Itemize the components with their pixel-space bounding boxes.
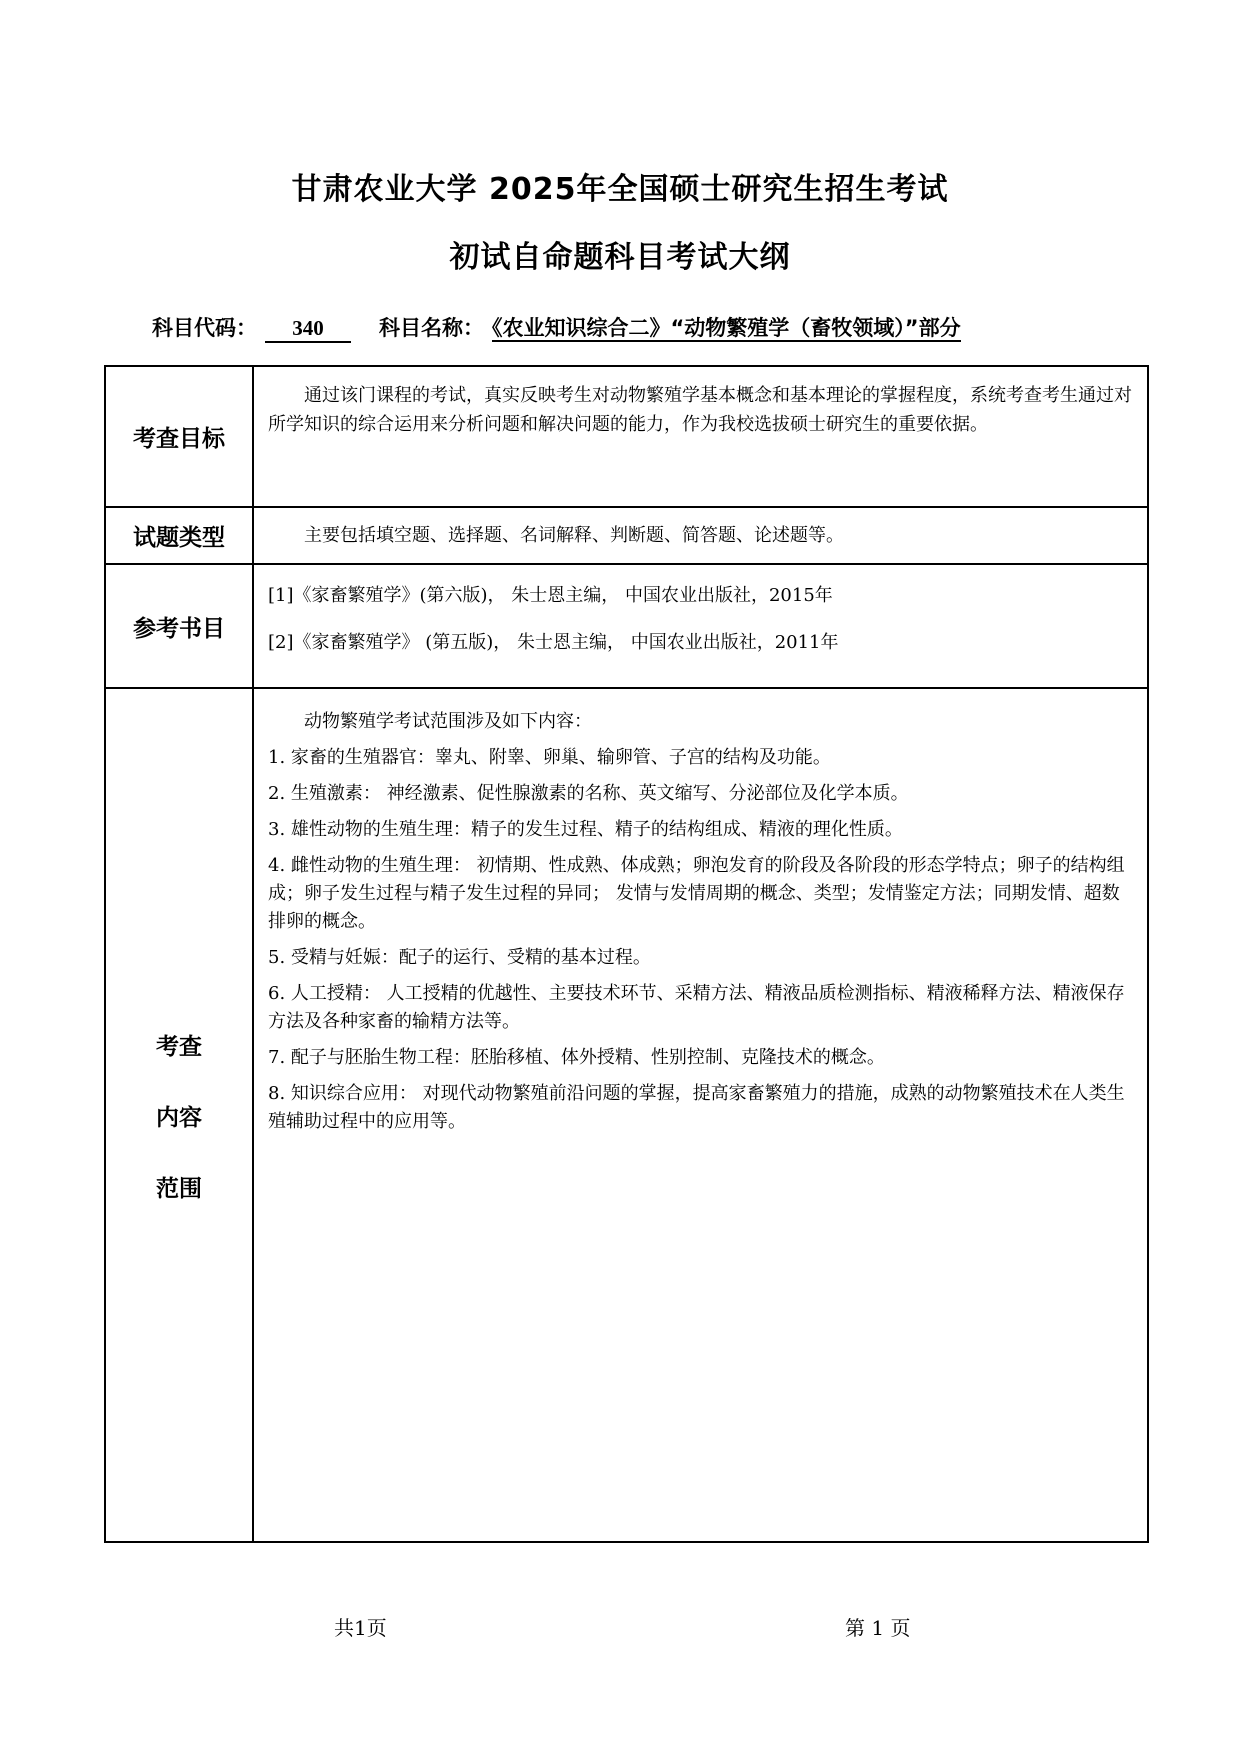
reference-item-1: [1]《家畜繁殖学》(第六版)， 朱士恩主编， 中国农业出版社，2015年 bbox=[268, 585, 833, 606]
scope-item-2: 2. 生殖激素： 神经激素、促性腺激素的名称、英文缩写、分泌部位及化学本质。 bbox=[268, 783, 909, 804]
subject-name-value: 《农业知识综合二》“动物繁殖学（畜牧领域）”部分 bbox=[492, 316, 961, 340]
scope-intro: 动物繁殖学考试范围涉及如下内容： bbox=[304, 711, 592, 732]
document-title-line1: 甘肃农业大学 2025年全国硕士研究生招生考试 bbox=[291, 172, 949, 207]
scope-item-3: 3. 雄性动物的生殖生理：精子的发生过程、精子的结构组成、精液的理化性质。 bbox=[268, 819, 903, 840]
label-references: 参考书目 bbox=[105, 564, 253, 688]
scope-item-5: 5. 受精与妊娠：配子的运行、受精的基本过程。 bbox=[268, 947, 651, 968]
content-objective bbox=[253, 366, 1148, 507]
label-objective: 考查目标 bbox=[105, 366, 253, 507]
label-question-types: 试题类型 bbox=[105, 507, 253, 564]
row-objective bbox=[105, 366, 1148, 507]
scope-item-8: 8. 知识综合应用： 对现代动物繁殖前沿问题的掌握，提高家畜繁殖力的措施，成熟的动物繁殖技术在人类生殖辅助过程中的应用等。 bbox=[268, 1083, 1125, 1132]
document-title-line2: 初试自命题科目考试大纲 bbox=[449, 240, 791, 275]
content-scope bbox=[253, 688, 1148, 1542]
row-scope bbox=[105, 688, 1148, 1542]
label-scope-part-3: 范围 bbox=[156, 1175, 202, 1202]
content-question-types bbox=[253, 507, 1148, 564]
scope-item-4: 4. 雌性动物的生殖生理： 初情期、性成熟、体成熟；卵泡发育的阶段及各阶段的形态学特点；卵子的结构组成；卵子发生过程与精子发生过程的异同； 发情与发情周期的概念、类型；发情鉴定方法；同期发情、超数排卵的概念。 bbox=[268, 855, 1125, 932]
scope-item-7: 7. 配子与胚胎生物工程：胚胎移植、体外授精、性别控制、克隆技术的概念。 bbox=[268, 1047, 885, 1068]
reference-item-2: [2]《家畜繁殖学》 (第五版)， 朱士恩主编， 中国农业出版社，2011年 bbox=[268, 632, 839, 653]
footer-page-number: 第 1 页 bbox=[845, 1616, 911, 1640]
footer-total-pages: 共1页 bbox=[334, 1616, 387, 1640]
subject-name-label: 科目名称： bbox=[379, 316, 484, 340]
label-scope bbox=[105, 688, 253, 1542]
syllabus-table bbox=[104, 365, 1149, 1543]
row-question-types bbox=[105, 507, 1148, 564]
scope-item-6: 6. 人工授精： 人工授精的优越性、主要技术环节、采精方法、精液品质检测指标、精液稀释方法、精液保存方法及各种家畜的输精方法等。 bbox=[268, 983, 1125, 1032]
question-types-text: 主要包括填空题、选择题、名词解释、判断题、简答题、论述题等。 bbox=[304, 525, 844, 546]
label-scope-part-1: 考查 bbox=[156, 1033, 202, 1060]
scope-item-1: 1. 家畜的生殖器官：睾丸、附睾、卵巢、输卵管、子宫的结构及功能。 bbox=[268, 747, 831, 768]
label-scope-part-2: 内容 bbox=[156, 1104, 202, 1131]
subject-code-value: 340 bbox=[265, 316, 351, 343]
content-references bbox=[253, 564, 1148, 688]
objective-text: 通过该门课程的考试，真实反映考生对动物繁殖学基本概念和基本理论的掌握程度，系统考查考生通过对所学知识的综合运用来分析问题和解决问题的能力，作为我校选拔硕士研究生的重要依据。 bbox=[268, 385, 1132, 435]
subject-line bbox=[152, 312, 961, 343]
row-references bbox=[105, 564, 1148, 688]
subject-code-label: 科目代码： bbox=[152, 316, 257, 340]
